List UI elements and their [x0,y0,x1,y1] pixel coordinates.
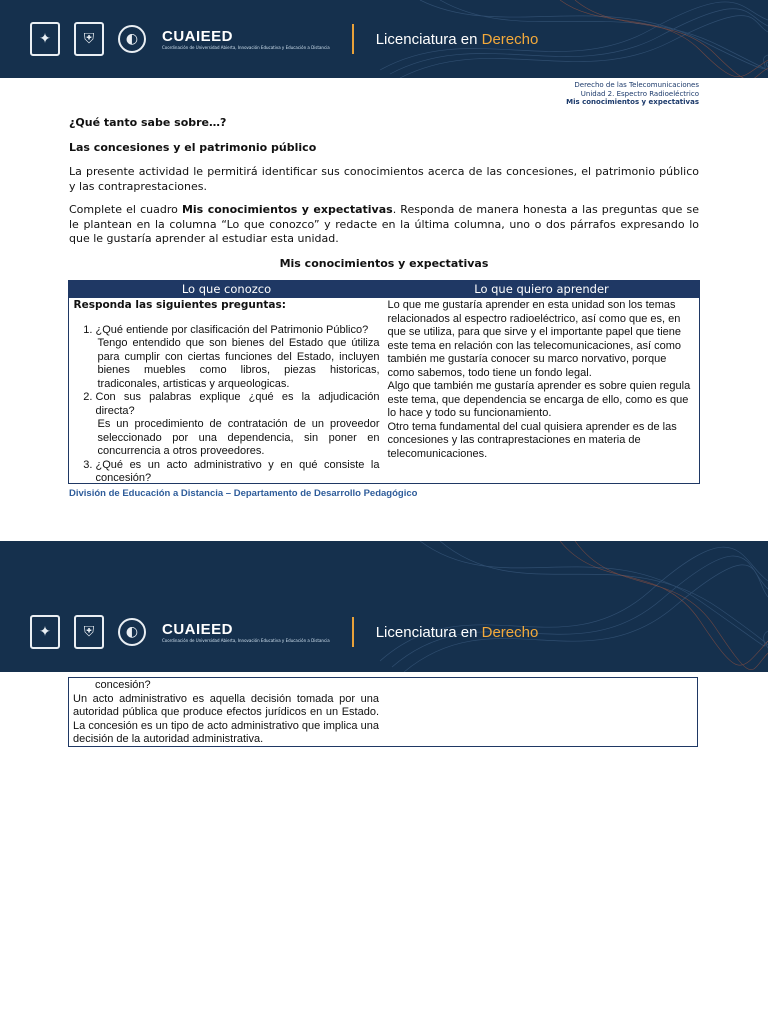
col-header-conozco: Lo que conozco [70,282,384,298]
instr-bold: Mis conocimientos y expectativas [181,203,393,216]
program-prefix: Licenciatura en [375,623,482,641]
activity-name: Mis conocimientos y expectativas [566,98,699,106]
question-item [96,324,380,392]
learn-paragraph-1: Lo que me gustaría aprender en esta unidad son los temas relacionados al espectro radioeléctrico, así como que es, en que se utiliza, para que sirve y el importante papel que tiene este tema en relación con las telecomunicaciones, así como también me gustaría conocer su marco norvativo, porque como sabemos, todo tiene un fondo legal. [387,299,682,379]
program-title [376,31,539,48]
question-2: Con sus palabras explique ¿qué es la adjudicación directa? [95,391,380,417]
educacion-icon: ◐ [118,618,146,646]
answer-3: Un acto administrativo es aquella decisión tomada por una autoridad pública que produce efectos jurídicos en un Estado. La concesión es un tipo de acto administrativo que implica una decisión de la autoridad administrativa. [73,692,379,745]
question-heading: ¿Qué tanto sabe sobre…? [69,116,227,129]
question-3-continued: concesión? [95,679,151,691]
cell-conozco-continued [69,678,383,747]
knowledge-table-continued [68,677,698,747]
knowledge-table-continued-grid [69,678,698,747]
questions-list [74,324,380,485]
cuaieed-subtitle: Coordinación de Universidad Abierta, Innovación Educativa y Educación a Distancia [162,637,330,643]
instr-post: . Responda de manera honesta a las preguntas que se le plantean en la columna “Lo que conozco” y redacte en la última columna, uno o dos párrafos expresando lo que le gustaría aprender al estudiar esta unidad. [69,203,700,245]
program-prefix: Licenciatura en [375,30,482,48]
instr-pre: Complete el cuadro [69,203,182,216]
logo-row [30,20,538,58]
col-header-aprender: Lo que quiero aprender [384,282,700,298]
answer-2: Es un procedimiento de contratación de un proveedor seleccionado por una dependencia, sin poner en concurrencia a otros proveedores. [97,418,380,457]
question-3: ¿Qué es un acto administrativo y en qué consiste la concesión? [95,458,380,484]
fes-seal-icon: ⛨ [74,22,104,56]
instructions-paragraph [69,203,699,247]
unam-seal-icon: ✦ [30,615,60,649]
unit-name: Unidad 2. Espectro Radioeléctrico [580,89,699,98]
cell-conozco [70,298,384,485]
questions-prompt: Responda las siguientes preguntas: [73,299,286,311]
learn-paragraph-2: Algo que también me gustaría aprender es sobre quien regula este tema, que dependencia se encarga de ello, como es que lo hace y todo su funcionamiento. [387,380,691,419]
cuaieed-logo [162,29,330,50]
topic-heading: Las concesiones y el patrimonio público [69,140,317,154]
cuaieed-brand: CUAIEED [162,27,234,45]
question-1: ¿Qué entiende por clasificación del Patrimonio Público? [95,323,369,336]
learn-paragraph-3: Otro tema fundamental del cual quisiera aprender es de las concesiones y las contraprestaciones en materia de telecomunicaciones. [387,420,677,460]
cell-aprender [384,298,700,485]
wave-decoration [0,541,768,672]
document-body [69,116,699,271]
logo-divider [352,24,354,54]
page-footer: División de Educación a Distancia – Departamento de Desarrollo Pedagógico [69,488,418,499]
question-item [96,459,380,485]
cuaieed-subtitle: Coordinación de Universidad Abierta, Innovación Educativa y Educación a Distancia [162,44,330,50]
fes-seal-icon: ⛨ [74,615,104,649]
answer-1: Tengo entendido que son bienes del Estado que útiliza para cumplir con ciertas funciones del Estado, incluyen bienes muebles como libros, piezas historicas, tradiconales, artisticas y arqueologicas. [97,337,380,390]
educacion-icon: ◐ [118,25,146,53]
knowledge-table-grid [69,281,700,484]
course-name: Derecho de las Telecomunicaciones [574,81,699,89]
header-banner [0,0,768,78]
intro-paragraph: La presente actividad le permitirá identificar sus conocimientos acerca de las concesiones, el patrimonio público y las contraprestaciones. [69,165,699,193]
logo-divider [352,617,354,647]
program-accent: Derecho [481,30,539,48]
table-title: Mis conocimientos y expectativas [279,256,489,270]
program-accent: Derecho [481,623,539,641]
unam-seal-icon: ✦ [30,22,60,56]
cuaieed-logo [162,622,330,643]
program-title [376,624,539,641]
cell-aprender-continued [383,678,698,747]
document-header [566,81,699,107]
logo-row [30,613,538,651]
question-item [96,391,380,459]
header-banner-page2 [0,541,768,672]
knowledge-table [68,280,700,484]
cuaieed-brand: CUAIEED [162,620,234,638]
